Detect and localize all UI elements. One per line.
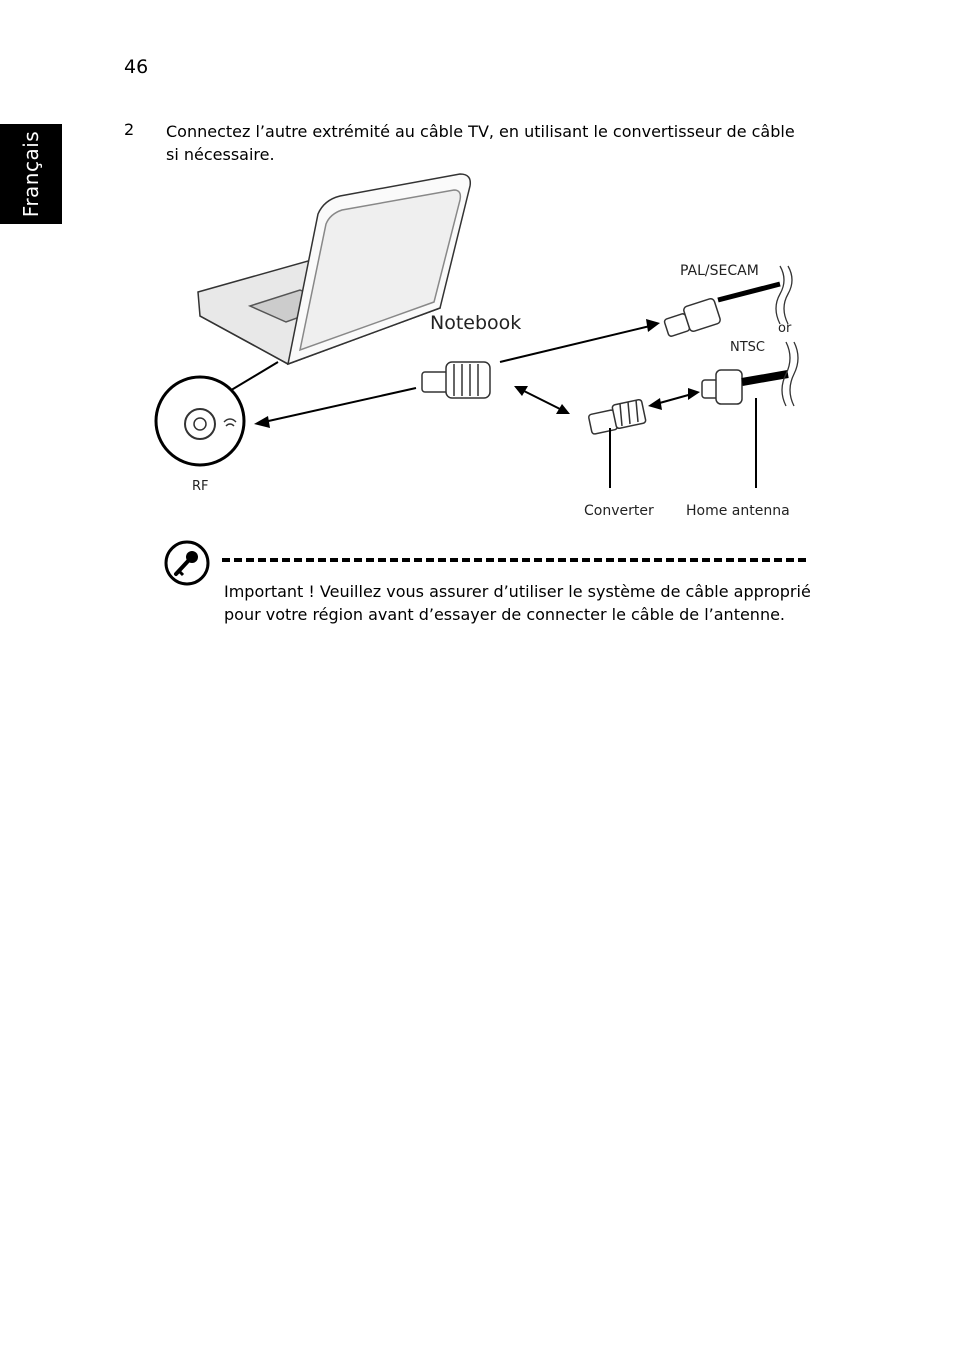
- note-divider: [222, 558, 806, 562]
- converter-illustration: [588, 399, 646, 434]
- tv-cable-connection-illustration: [140, 166, 820, 526]
- page-number: 46: [124, 56, 149, 78]
- coax-plug-illustration: [422, 362, 490, 398]
- converter-label: Converter: [584, 503, 654, 519]
- step-number: 2: [124, 120, 135, 139]
- note-body: Veuillez vous assurer d’utiliser le système de câble approprié pour votre région avant d’essayer de connecter le câble de l’antenne.: [224, 582, 811, 624]
- notebook-illustration: [198, 174, 470, 364]
- language-tab-label: Français: [19, 130, 43, 218]
- key-icon: [164, 540, 210, 586]
- notebook-label: Notebook: [430, 312, 522, 334]
- ntsc-label: NTSC: [730, 340, 765, 355]
- rf-port-illustration: [156, 362, 278, 465]
- language-tab: [0, 124, 62, 224]
- step-text: Connectez l’autre extrémité au câble TV, en utilisant le convertisseur de câble si nécessaire.: [166, 122, 795, 164]
- note-text: [224, 580, 814, 626]
- pal-secam-label: PAL/SECAM: [680, 263, 759, 279]
- or-label: or: [778, 321, 792, 336]
- rf-label: RF: [192, 479, 209, 494]
- note-lead: Important !: [224, 582, 315, 601]
- home-antenna-label: Home antenna: [686, 503, 790, 519]
